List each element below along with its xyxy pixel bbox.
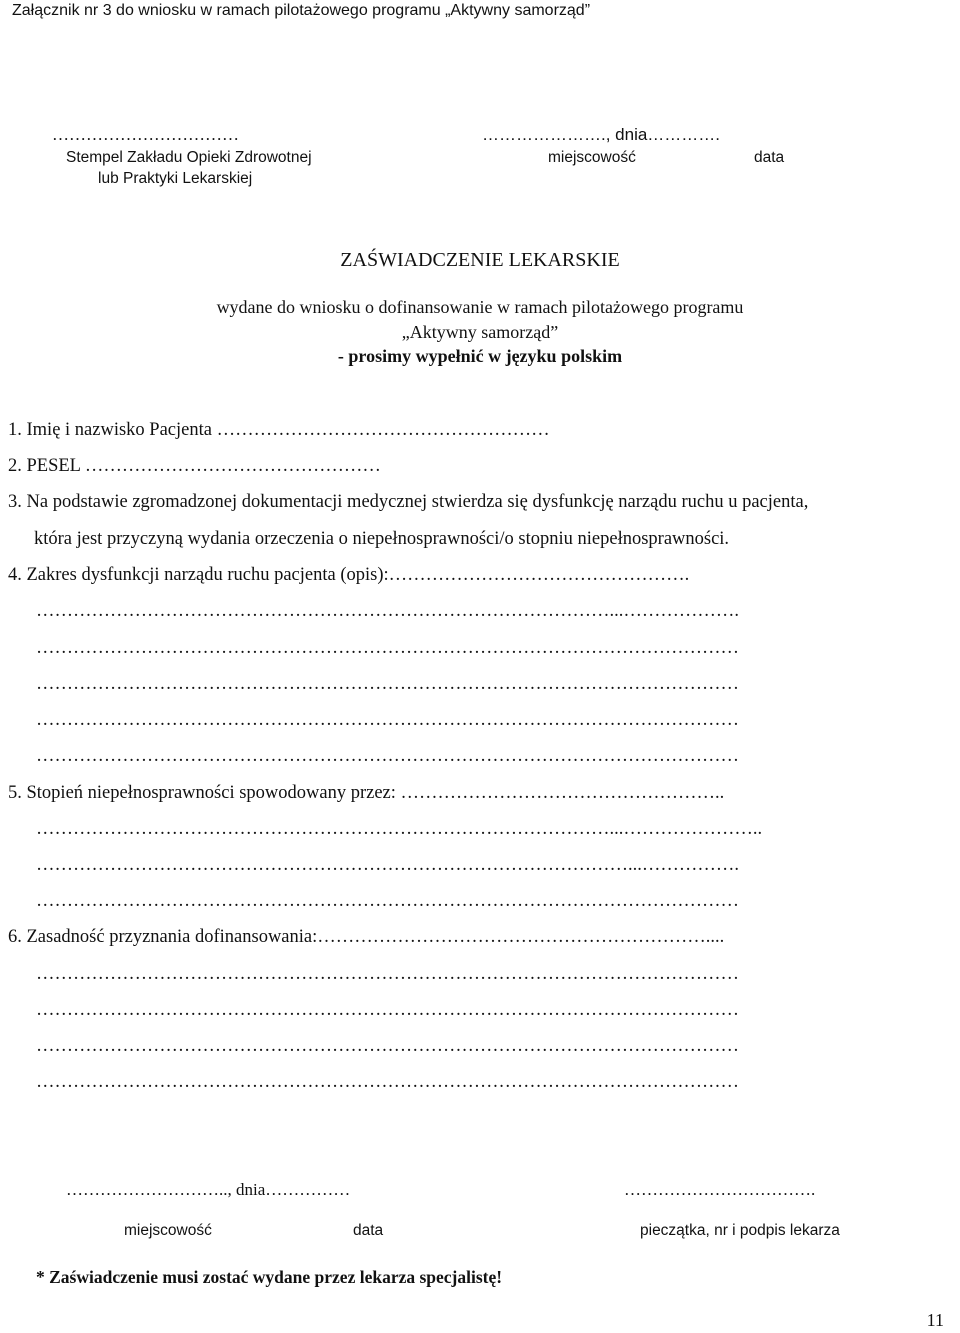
section6-line: …………………………………………………………………………………………………… xyxy=(36,1072,739,1092)
item-3-statement-cont: która jest przyczyną wydania orzeczenia o niepełnosprawności/o stopniu niepełnosprawności. xyxy=(34,529,730,549)
section4-line: …………………………………………………………………………………………………… xyxy=(36,746,739,766)
signature-label: pieczątka, nr i podpis lekarza xyxy=(640,1222,840,1239)
item-1-patient-name: 1. Imię i nazwisko Pacjenta ……………………………………………… xyxy=(8,420,550,440)
document-subtitle: wydane do wniosku o dofinansowanie w ramach pilotażowego programu xyxy=(216,297,744,317)
item-2-pesel: 2. PESEL ………………………………………… xyxy=(8,456,381,476)
bottom-place-label: miejscowość xyxy=(124,1222,212,1239)
section4-line: …………………………………………………………………………………………………… xyxy=(36,638,739,658)
top-date-label: data xyxy=(754,149,785,166)
signature-dots: ……………………………. xyxy=(624,1180,816,1199)
section5-line: …………………………………………………………………………………...………………….. xyxy=(36,819,763,839)
section4-line: …………………………………………………………………………………...………………. xyxy=(36,601,739,621)
specialist-requirement-note: * Zaświadczenie musi zostać wydane przez lekarza specjalistę! xyxy=(36,1267,503,1287)
item-6-funding-justification: 6. Zasadność przyznania dofinansowania:……………………………………………………….... xyxy=(8,927,725,947)
stamp-label-line2: lub Praktyki Lekarskiej xyxy=(98,170,253,187)
program-name: „Aktywny samorząd” xyxy=(401,322,559,342)
section5-line: ……………………………………………………………………………………...……………. xyxy=(36,855,739,875)
attachment-header-note: Załącznik nr 3 do wniosku w ramach pilotażowego programu „Aktywny samorząd” xyxy=(12,2,591,19)
stamp-label-line1: Stempel Zakładu Opieki Zdrowotnej xyxy=(66,149,312,166)
item-5-disability-cause: 5. Stopień niepełnosprawności spowodowany przez: …………………………………………….. xyxy=(8,783,725,803)
section6-line: …………………………………………………………………………………………………… xyxy=(36,964,739,984)
top-place-label: miejscowość xyxy=(548,149,636,166)
bottom-place-date-dots: ……………………….., dnia…………… xyxy=(66,1180,351,1199)
item-4-dysfunction-scope: 4. Zakres dysfunkcji narządu ruchu pacjenta (opis):…………………………………………. xyxy=(8,565,690,585)
page-number: 11 xyxy=(926,1310,944,1330)
section4-line: …………………………………………………………………………………………………… xyxy=(36,674,739,694)
section4-line: …………………………………………………………………………………………………… xyxy=(36,710,739,730)
bottom-date-label: data xyxy=(353,1222,384,1239)
section5-line: …………………………………………………………………………………………………… xyxy=(36,891,739,911)
item-3-statement: 3. Na podstawie zgromadzonej dokumentacji medycznej stwierdza się dysfunkcję narządu ruchu u pacjenta, xyxy=(8,492,809,512)
top-place-date-dots: …………………., dnia…………. xyxy=(482,125,721,144)
fill-language-note: - prosimy wypełnić w języku polskim xyxy=(337,346,623,366)
section6-line: …………………………………………………………………………………………………… xyxy=(36,1000,739,1020)
section6-line: …………………………………………………………………………………………………… xyxy=(36,1036,739,1056)
stamp-dots: …………………………… xyxy=(52,125,239,144)
document-title: ZAŚWIADCZENIE LEKARSKIE xyxy=(340,249,620,271)
